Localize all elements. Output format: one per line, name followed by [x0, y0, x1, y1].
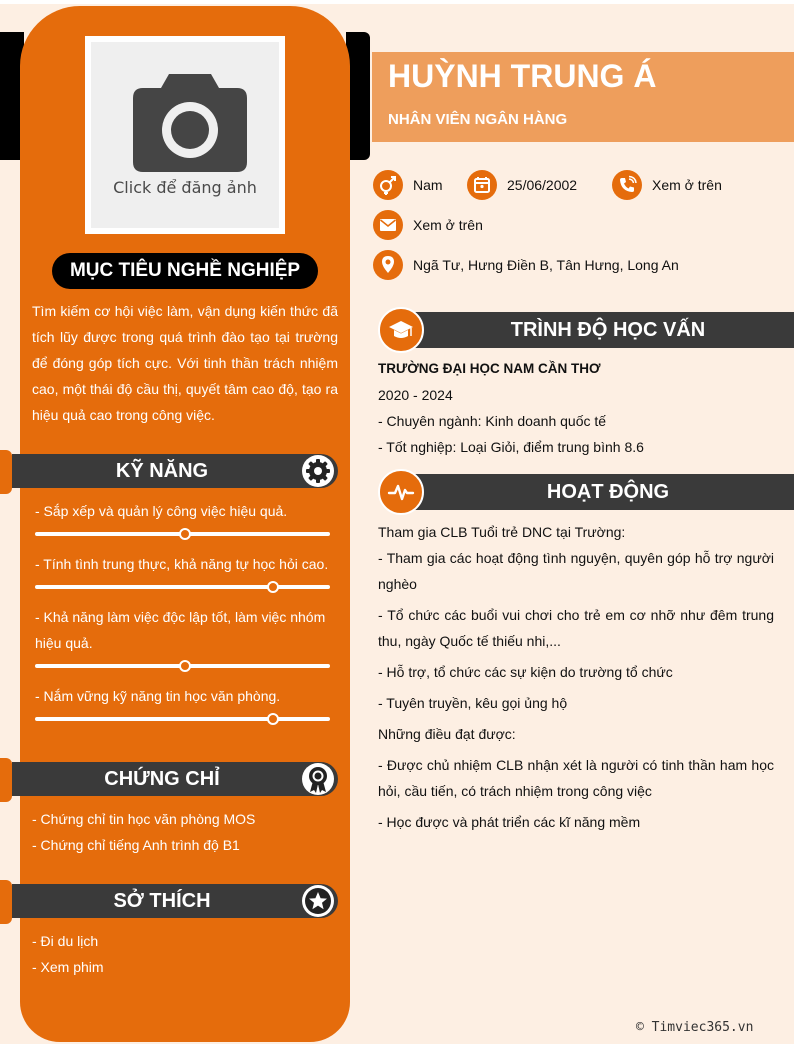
objective-text: Tìm kiếm cơ hội việc làm, vận dụng kiến thức đã tích lũy được trong quá trình đào tạo tại trường để đóng góp tích cực. Với tinh thần trách nhiệm cao, một thái độ cầu thị, quyết tâm cao độ, tạo ra hiệu quả cao trong công việc.	[32, 303, 338, 423]
skill-level-bar	[35, 717, 330, 721]
skill-level-bar	[35, 532, 330, 536]
gender-value: Nam	[413, 177, 443, 193]
skill-level-knob	[267, 713, 279, 725]
section-tab	[0, 450, 12, 494]
graduation-cap-icon	[378, 307, 424, 353]
school-name: TRƯỜNG ĐẠI HỌC NAM CẦN THƠ	[378, 361, 601, 376]
list-item: - Xem phim	[32, 959, 104, 975]
activities-content	[378, 519, 774, 835]
education-title: TRÌNH ĐỘ HỌC VẤN	[510, 319, 706, 341]
camera-icon	[133, 74, 247, 172]
education-line: - Chuyên ngành: Kinh doanh quốc tế	[378, 413, 607, 429]
skill-level-knob	[179, 528, 191, 540]
award-icon	[302, 763, 334, 795]
list-item: - Chứng chỉ tiếng Anh trình độ B1	[32, 837, 240, 853]
activity-line: - Được chủ nhiệm CLB nhận xét là người có tinh thần ham học hỏi, cầu tiến, có trách nhiệm trong công việc	[378, 757, 774, 799]
activities-title: HOẠT ĐỘNG	[546, 481, 670, 503]
education-line: - Tốt nghiệp: Loại Giỏi, điểm trung bình 8.6	[378, 439, 644, 455]
list-item: - Đi du lịch	[32, 933, 99, 949]
skill-label: - Tính tình trung thực, khả năng tự học hỏi cao.	[35, 556, 329, 572]
skill-item	[35, 604, 330, 668]
hobbies-list	[32, 928, 104, 980]
avatar-upload-caption[interactable]: Click để đăng ảnh	[113, 178, 257, 197]
gender-icon	[373, 170, 403, 200]
certificates-title: CHỨNG CHỈ	[104, 768, 220, 790]
skill-item	[35, 551, 330, 589]
skill-level-bar	[35, 585, 330, 589]
activity-line: Những điều đạt được:	[378, 726, 516, 742]
avatar-upload[interactable]	[85, 36, 285, 234]
candidate-name: HUỲNH TRUNG Á	[388, 58, 657, 94]
activity-line: - Học được và phát triển các kĩ năng mềm	[378, 814, 641, 830]
education-content	[378, 356, 774, 460]
certificates-section-header	[0, 762, 338, 796]
activity-line: Tham gia CLB Tuổi trẻ DNC tại Trường:	[378, 524, 626, 540]
skill-level-bar	[35, 664, 330, 668]
objective-title: MỤC TIÊU NGHỀ NGHIỆP	[52, 253, 318, 289]
heartbeat-icon	[378, 469, 424, 515]
section-tab	[0, 880, 12, 924]
section-tab	[0, 758, 12, 802]
email-value: Xem ở trên	[413, 217, 483, 233]
hobbies-section-header	[0, 884, 338, 918]
phone-value: Xem ở trên	[652, 177, 722, 193]
gear-icon	[302, 455, 334, 487]
calendar-icon	[467, 170, 497, 200]
list-item: - Chứng chỉ tin học văn phòng MOS	[32, 811, 256, 827]
skill-level-knob	[267, 581, 279, 593]
skill-label: - Sắp xếp và quản lý công việc hiệu quả.	[35, 503, 288, 519]
star-icon	[302, 885, 334, 917]
skill-item	[35, 498, 330, 536]
skill-label: - Nắm vững kỹ năng tin học văn phòng.	[35, 688, 281, 704]
skills-title: KỸ NĂNG	[115, 460, 209, 482]
job-title: NHÂN VIÊN NGÂN HÀNG	[388, 111, 568, 128]
activity-line: - Tham gia các hoạt động tình nguyện, quyên góp hỗ trợ người nghèo	[378, 550, 774, 592]
activity-line: - Tổ chức các buổi vui chơi cho trẻ em cơ nhỡ như đêm trung thu, ngày Quốc tế thiếu nhi,...	[378, 607, 774, 649]
certificates-list	[32, 806, 255, 858]
address-value: Ngã Tư, Hưng Điền B, Tân Hưng, Long An	[413, 257, 679, 273]
activity-line: - Hỗ trợ, tổ chức các sự kiện do trường tổ chức	[378, 664, 673, 680]
skill-level-knob	[179, 660, 191, 672]
education-section-header	[378, 307, 794, 351]
copyright-text: © Timviec365.vn	[636, 1020, 754, 1035]
skill-item	[35, 683, 330, 721]
phone-icon	[612, 170, 642, 200]
email-icon	[373, 210, 403, 240]
activity-line: - Tuyên truyền, kêu gọi ủng hộ	[378, 695, 568, 711]
skill-label: - Khả năng làm việc độc lập tốt, làm việc nhóm hiệu quả.	[35, 609, 326, 651]
education-years: 2020 - 2024	[378, 387, 453, 403]
location-pin-icon	[373, 250, 403, 280]
activities-section-header	[378, 469, 794, 513]
birthdate-value: 25/06/2002	[507, 177, 578, 193]
hobbies-title: SỞ THÍCH	[113, 890, 211, 912]
skills-section-header	[0, 454, 338, 488]
avatar-placeholder[interactable]	[91, 42, 279, 228]
